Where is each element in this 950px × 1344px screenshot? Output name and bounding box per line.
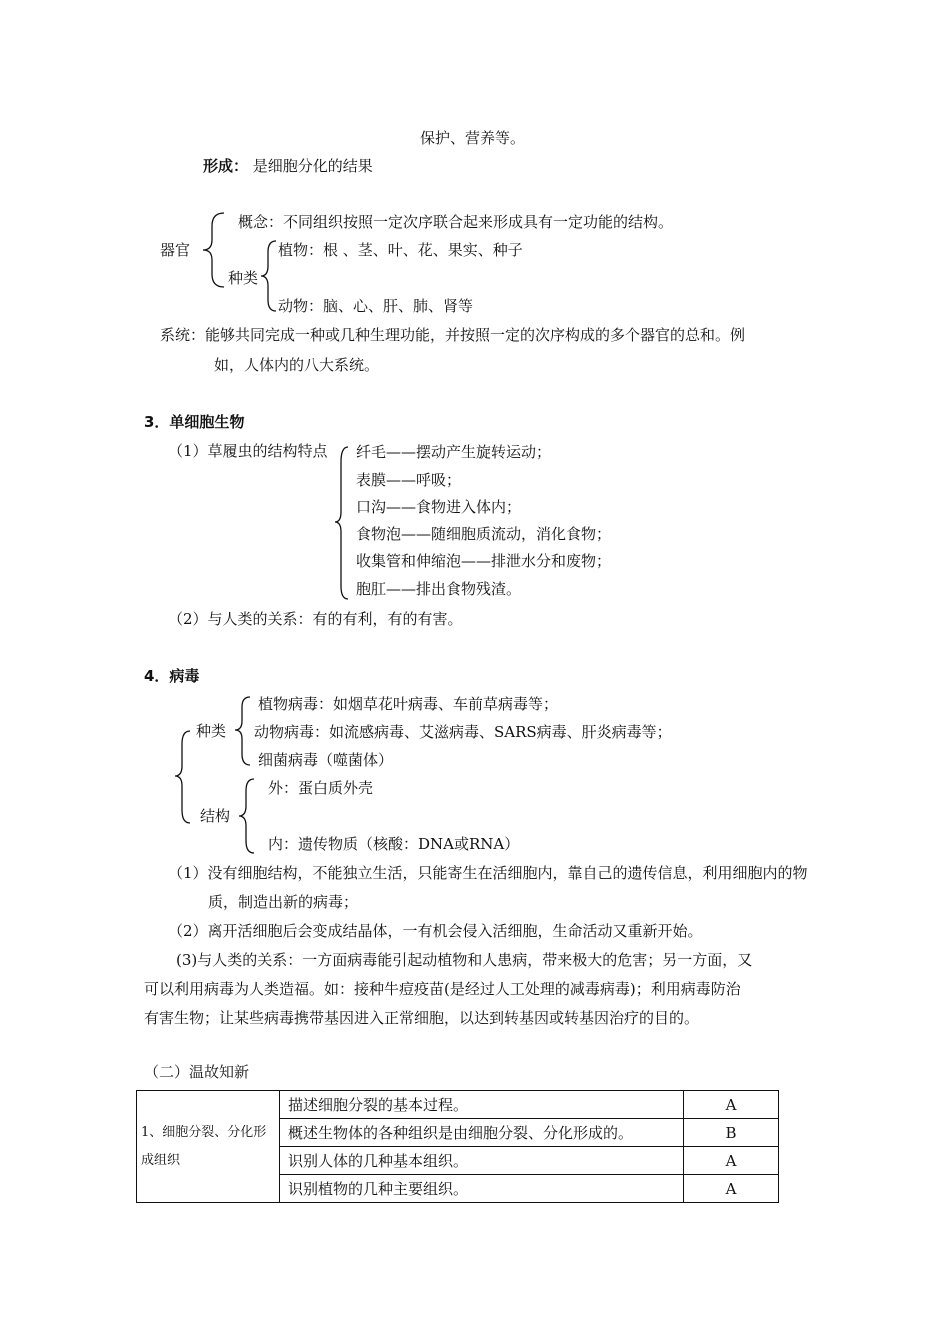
paramecium-item: 纤毛——摆动产生旋转运动； — [356, 443, 552, 461]
virus-types-brace-icon — [234, 694, 256, 768]
organ-brace-icon — [200, 210, 230, 290]
virus-structure-label: 结构 — [200, 807, 231, 825]
level-cell: A — [684, 1091, 779, 1119]
virus-point-3-line-3: 有害生物；让某些病毒携带基因进入正常细胞，以达到转基因或转基因治疗的目的。 — [144, 1009, 700, 1027]
paramecium-item: 胞肛——排出食物残渣。 — [356, 580, 522, 598]
system-line-1: 系统：能够共同完成一种或几种生理功能，并按照一定的次序构成的多个器官的总和。例 — [160, 326, 746, 344]
organ-animal: 动物：脑、心、肝、肺、肾等 — [278, 297, 474, 315]
organ-concept: 概念：不同组织按照一定次序联合起来形成具有一定功能的结构。 — [238, 213, 674, 231]
level-cell: A — [684, 1147, 779, 1175]
paramecium-structure-label: （1）草履虫的结构特点 — [168, 442, 328, 460]
virus-heading: 4．病毒 — [144, 667, 200, 685]
objective-cell: 识别人体的几种基本组织。 — [280, 1147, 684, 1175]
virus-point-1-line-2: 质，制造出新的病毒； — [208, 893, 359, 911]
objective-cell: 描述细胞分裂的基本过程。 — [280, 1091, 684, 1119]
category-cell: 1、细胞分裂、分化形成组织 — [137, 1091, 280, 1203]
review-table — [136, 1090, 779, 1203]
paramecium-item: 表膜——呼吸； — [356, 471, 462, 489]
table-row — [137, 1091, 779, 1119]
virus-type: 植物病毒：如烟草花叶病毒、车前草病毒等； — [258, 695, 559, 713]
level-cell: A — [684, 1175, 779, 1203]
objective-cell: 概述生物体的各种组织是由细胞分裂、分化形成的。 — [280, 1119, 684, 1147]
review-heading: （二）温故知新 — [144, 1063, 250, 1081]
unicellular-relation: （2）与人类的关系：有的有利，有的有害。 — [168, 610, 463, 628]
virus-point-2: （2）离开活细胞后会变成结晶体，一有机会侵入活细胞，生命活动又重新开始。 — [168, 922, 703, 940]
virus-point-3-line-1: (3)与人类的关系：一方面病毒能引起动植物和人患病，带来极大的危害；另一方面，又 — [176, 951, 753, 969]
virus-inner: 内：遗传物质（核酸：DNA或RNA） — [268, 835, 520, 853]
system-line-2: 如，人体内的八大系统。 — [214, 356, 380, 374]
formation-text: 是细胞分化的结果 — [252, 157, 373, 175]
virus-structure-brace-icon — [238, 776, 260, 856]
virus-outer: 外：蛋白质外壳 — [268, 779, 374, 797]
virus-point-3-line-2: 可以利用病毒为人类造福。如：接种牛痘疫苗(是经过人工处理的减毒病毒)；利用病毒防治 — [144, 980, 741, 998]
virus-outer-brace-icon — [174, 728, 196, 828]
virus-point-1-line-1: （1）没有细胞结构，不能独立生活，只能寄生在活细胞内，靠自己的遗传信息，利用细胞内的物 — [168, 864, 808, 882]
organ-plant: 植物：根 、茎、叶、花、果实、种子 — [278, 241, 523, 259]
organ-types-label: 种类 — [228, 269, 259, 287]
virus-type: 动物病毒：如流感病毒、艾滋病毒、SARS病毒、肝炎病毒等； — [254, 723, 672, 741]
unicellular-heading: 3．单细胞生物 — [144, 413, 245, 431]
formation-label: 形成： — [203, 157, 249, 175]
level-cell: B — [684, 1119, 779, 1147]
formation-line — [203, 156, 373, 176]
paramecium-brace-icon — [334, 444, 354, 604]
virus-types-label: 种类 — [196, 722, 227, 740]
paramecium-item: 食物泡——随细胞质流动，消化食物； — [356, 525, 612, 543]
protect-line: 保护、营养等。 — [420, 129, 526, 147]
organ-label: 器官 — [160, 241, 191, 259]
objective-cell: 识别植物的几种主要组织。 — [280, 1175, 684, 1203]
paramecium-item: 收集管和伸缩泡——排泄水分和废物； — [356, 552, 612, 570]
virus-type: 细菌病毒（噬菌体） — [258, 751, 394, 769]
paramecium-item: 口沟——食物进入体内； — [356, 498, 522, 516]
